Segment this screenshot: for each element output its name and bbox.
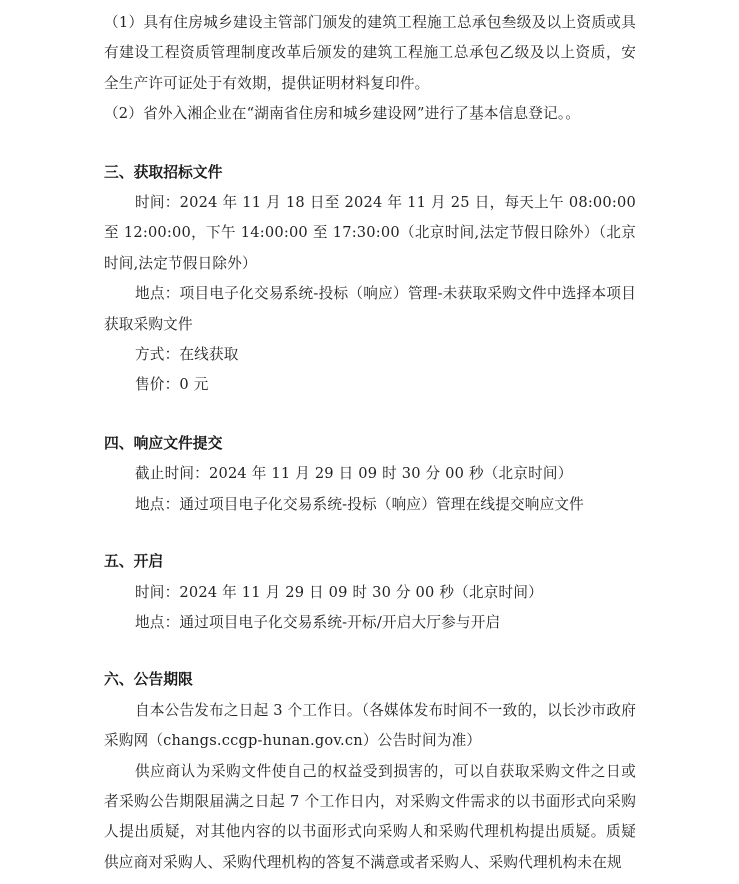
obtain-method: 方式：在线获取 (135, 346, 239, 364)
section-heading-notice-period: 六、公告期限 (104, 671, 193, 689)
notice-period: 自本公告发布之日起 3 个工作日。（各媒体发布时间不一致的，以长沙市政府采购网（changs.ccgp-hunan.gov.cn）公告时间为准） (104, 701, 636, 750)
section-spacer (104, 401, 636, 429)
section-heading-obtain-documents: 三、获取招标文件 (104, 163, 223, 181)
obtain-time: 时间：2024 年 11 月 18 日至 2024 年 11 月 25 日，每天上午 08:00:00 至 12:00:00，下午 14:00:00 至 17:30:00（北京时间,法定节假日除外）（北京时间,法定节假日除外） (104, 194, 636, 272)
qualification-item-2: （2）省外入湘企业在“湖南省住房和城乡建设网”进行了基本信息登记。。 (104, 105, 581, 123)
opening-place: 地点：通过项目电子化交易系统-开标/开启大厅参与开启 (135, 613, 501, 631)
section-spacer (104, 638, 636, 665)
obtain-place: 地点：项目电子化交易系统-投标（响应）管理-未获取采购文件中选择本项目获取采购文件 (104, 285, 636, 333)
section-heading-opening: 五、开启 (104, 553, 164, 571)
section-heading-submission: 四、响应文件提交 (104, 434, 223, 452)
submission-deadline: 截止时间：2024 年 11 月 29 日 09 时 30 分 00 秒（北京时间） (135, 465, 573, 483)
objection-procedure: 供应商认为采购文件使自己的权益受到损害的，可以自获取采购文件之日或者采购公告期限届满之日起 7 个工作日内，对采购文件需求的以书面形式向采购人提出质疑，对其他内容的以书面形式向采购人和采购代理机构提出质疑。质疑供应商对采购人、采购代理机构的答复不满意或者采购人、采购代理机构未在规 (104, 762, 636, 871)
section-spacer (104, 130, 636, 158)
opening-time: 时间：2024 年 11 月 29 日 09 时 30 分 00 秒（北京时间） (135, 583, 543, 601)
section-spacer (104, 520, 636, 547)
qualification-item-1: （1）具有住房城乡建设主管部门颁发的建筑工程施工总承包叁级及以上资质或具有建设工程资质管理制度改革后颁发的建筑工程施工总承包乙级及以上资质，安全生产许可证处于有效期，提供证明材料复印件。 (104, 14, 636, 92)
submission-place: 地点：通过项目电子化交易系统-投标（响应）管理在线提交响应文件 (135, 495, 584, 513)
document-body (104, 8, 636, 878)
obtain-price: 售价：0 元 (135, 376, 209, 394)
